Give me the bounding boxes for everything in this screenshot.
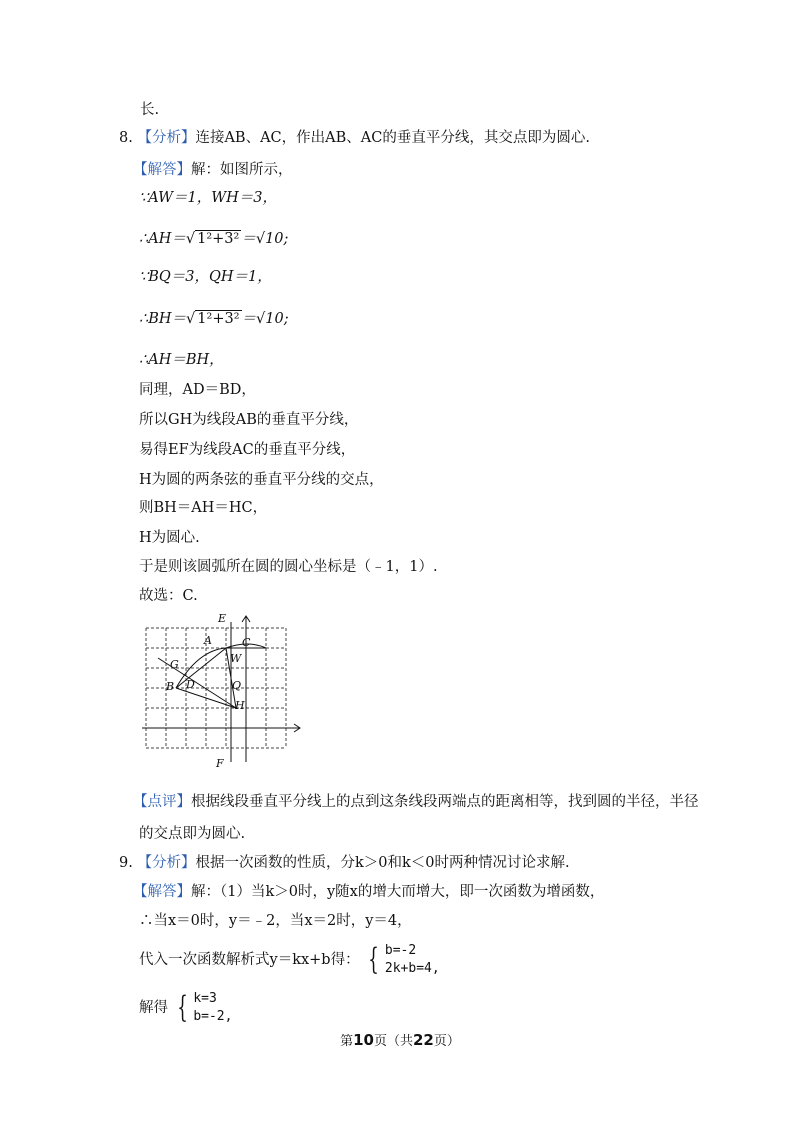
- left-brace: {: [368, 942, 380, 977]
- q8-choice: 故选：C.: [139, 588, 198, 604]
- equation-1a: b=-2: [384, 943, 417, 958]
- label-A: A: [204, 634, 212, 647]
- q9-analysis: 根据一次函数的性质，分k＞0和k＜0时两种情况讨论求解.: [195, 855, 570, 871]
- q9-solution-3: [139, 942, 440, 978]
- line-continued: 长.: [140, 102, 160, 118]
- q8-step-10: 则BH＝AH＝HC，: [139, 500, 268, 516]
- footer-middle: 页（共: [373, 1034, 413, 1049]
- q9-solution-1: [133, 882, 604, 902]
- q8-step-4-pre: ∴BH＝: [139, 311, 187, 327]
- q8-step-2: [139, 229, 288, 249]
- q9-sol-4-pre: 解得: [139, 1000, 168, 1016]
- footer-suffix: 页）: [433, 1034, 460, 1049]
- equation-system-2: k=3 b=-2,: [193, 991, 233, 1024]
- label-Q: Q: [232, 679, 242, 692]
- q8-step-2-pre: ∴AH＝: [139, 231, 186, 247]
- q9-sol-3-pre: 代入一次函数解析式y＝kx+b得：: [139, 952, 360, 968]
- label-B: B: [166, 680, 175, 693]
- sqrt-expression: √ 1²+3²: [186, 311, 240, 327]
- radicand: 1²+3²: [197, 311, 240, 327]
- sqrt-expression: √ 1²+3²: [185, 231, 240, 247]
- label-G: G: [170, 658, 179, 671]
- equation-system-1: b=-2 2k+b=4,: [384, 943, 440, 976]
- label-E: E: [218, 612, 227, 625]
- page-number: 10: [353, 1031, 374, 1049]
- answer-tag: 【解答】: [133, 162, 191, 178]
- q8-step-8: 易得EF为线段AC的垂直平分线，: [139, 442, 356, 458]
- q9-header: [119, 853, 570, 873]
- analysis-tag: 【分析】: [137, 130, 196, 146]
- label-C: C: [242, 636, 251, 649]
- q8-step-11: H为圆心.: [139, 530, 200, 546]
- q8-step-2-post: ＝√10;: [241, 231, 289, 247]
- q8-step-4-post: ＝√10;: [241, 311, 289, 327]
- q8-comment-line1: [133, 792, 699, 812]
- q9-sol-1-text: 解：（1）当k＞0时，y随x的增大而增大，即一次函数为增函数，: [191, 884, 605, 900]
- geometry-figure: [138, 610, 308, 770]
- q8-step-7: 所以GH为线段AB的垂直平分线，: [139, 412, 359, 428]
- equation-2a: k=3: [193, 991, 217, 1006]
- q8-sol-intro-text: 解：如图所示，: [191, 162, 293, 178]
- analysis-tag: 【分析】: [137, 855, 196, 871]
- total-pages: 22: [413, 1031, 434, 1049]
- q8-step-9: H为圆的两条弦的垂直平分线的交点，: [139, 472, 384, 488]
- q9-solution-4: [139, 990, 232, 1026]
- q9-number: 9.: [119, 855, 133, 871]
- q8-header: [119, 128, 590, 148]
- label-W: W: [230, 652, 242, 665]
- label-F: F: [216, 757, 224, 770]
- footer-prefix: 第: [340, 1034, 354, 1049]
- q8-step-6: 同理，AD＝BD，: [139, 382, 256, 398]
- q9-solution-2: ∴当x＝0时，y＝﹣2，当x＝2时，y＝4，: [139, 913, 412, 929]
- q8-step-4: [139, 309, 289, 329]
- q8-comment-line2: 的交点即为圆心.: [139, 826, 246, 842]
- equation-1b: 2k+b=4: [384, 961, 432, 976]
- q8-step-1: ∵AW＝1，WH＝3，: [139, 190, 278, 206]
- label-H: H: [235, 699, 245, 712]
- q8-step-3: ∵BQ＝3，QH＝1，: [139, 269, 272, 285]
- page-footer: [0, 1030, 800, 1049]
- left-brace: {: [176, 990, 188, 1025]
- q8-step-12: 于是则该圆弧所在圆的圆心坐标是（﹣1，1）.: [139, 559, 438, 575]
- radicand: 1²+3²: [197, 231, 240, 247]
- q8-number: 8.: [119, 130, 133, 146]
- q8-comment-text-1: 根据线段垂直平分线上的点到这条线段两端点的距离相等，找到圆的半径，半径: [191, 794, 699, 810]
- equation-2b: b=-2: [193, 1009, 225, 1024]
- comment-tag: 【点评】: [133, 794, 191, 810]
- q8-step-5: ∴AH＝BH，: [139, 352, 224, 368]
- q8-analysis: 连接AB、AC，作出AB、AC的垂直平分线，其交点即为圆心.: [195, 130, 590, 146]
- answer-tag: 【解答】: [133, 884, 191, 900]
- q8-solution-intro: [133, 160, 293, 180]
- label-D: D: [186, 678, 195, 691]
